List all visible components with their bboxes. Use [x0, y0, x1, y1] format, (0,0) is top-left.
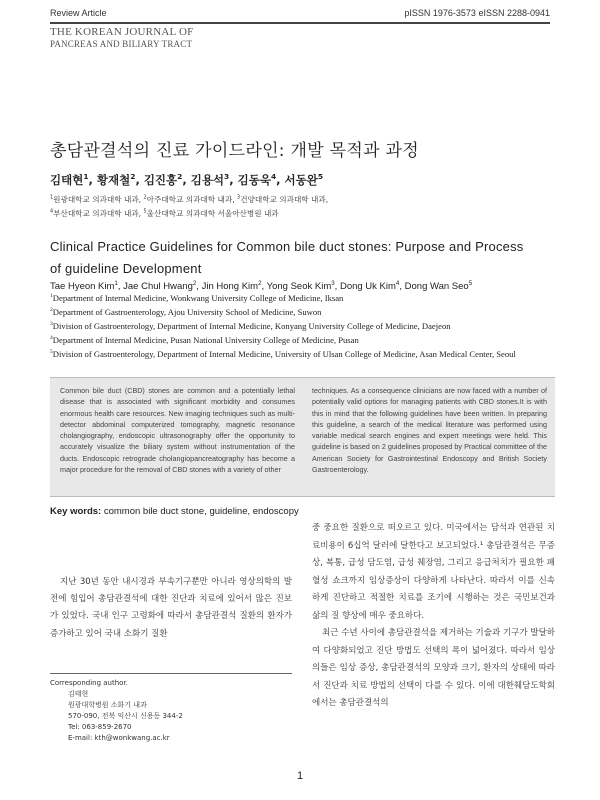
- author-name: 황재철: [96, 173, 131, 187]
- title-english-line-1: Clinical Practice Guidelines for Common bile duct stones: Purpose and Process: [50, 239, 524, 254]
- keywords-label: Key words:: [50, 506, 102, 517]
- affiliation-number: 3: [50, 321, 53, 328]
- author-name: Dong Uk Kim: [339, 281, 396, 292]
- body-text-left: 지난 30년 동안 내시경과 부속기구뿐만 아니라 영상의학의 발전에 힘입어 총담관결석에 대한 진단과 치료에 있어서 많은 진보가 있었다. 국내 인구 고령화에 따라서 총담관결석 질환의 환자가 증가하고 있어 국내 소화기 질환: [50, 577, 292, 639]
- abstract-box: [50, 377, 555, 497]
- affiliation-number: 4: [50, 208, 54, 215]
- author-name: 김태현: [50, 173, 84, 187]
- abstract-left-column: Common bile duct (CBD) stones are common and a potentially lethal disease that is associated with significant morbidity and consumes enormous health care resources. New imaging techniques such as multi-detector abdominal computerized tomography, magnetic resonance cholangiography, endoscopic ultrasonography offer the opportunity to accurately visualize the biliary system without instrumentation of the ducts. Endoscopic retrograde cholangiopancreatography has become a major procedure for the removal of CBD stones with a variety of other: [60, 386, 295, 475]
- affiliation-text: Division of Gastroenterology, Department of Internal Medicine, Konyang University College of Medicine, Daejeon: [52, 321, 451, 331]
- author-affiliation-number: 5: [317, 172, 324, 182]
- correspondence-address-2: 570-090, 전북 익산시 신용동 344-2: [68, 712, 183, 720]
- affiliation-text: Department of Gastroenterology, Ajou University School of Medicine, Suwon: [52, 307, 322, 317]
- title-english: [50, 236, 555, 280]
- keywords: [50, 506, 299, 517]
- journal-line-2: PANCREAS AND BILIARY TRACT: [50, 39, 193, 49]
- body-paragraph: 최근 수년 사이에 총담관결석을 제거하는 기술과 기구가 발달하여 다양화되었고 진단 방법도 선택의 폭이 넓어졌다. 따라서 임상의들은 임상 증상, 총담관결석의 모양과 크기, 환자의 상태에 따라서 진단과 치료 방법의 선택이 다를 수 있다. 이에 대한췌담도학회에서는 총담관결석의: [312, 628, 555, 708]
- author-affiliation-number: 2: [258, 279, 262, 287]
- affiliation-number: 1: [50, 293, 53, 300]
- affiliation-english: [50, 349, 516, 359]
- issn: pISSN 1976-3573 eISSN 2288-0941: [404, 8, 550, 18]
- affiliations-korean-line-2: [50, 208, 279, 219]
- correspondence-tel: Tel: 063-859-2670: [68, 723, 132, 731]
- author-name: Yong Seok Kim: [266, 281, 332, 292]
- author-affiliation-number: 2: [130, 172, 136, 182]
- affiliation-text: 울산대학교 의과대학 서울아산병원 내과: [146, 209, 279, 218]
- affiliation-number: 2: [50, 307, 53, 314]
- author-name: 김동욱: [237, 173, 271, 187]
- affiliation-english: [50, 293, 343, 303]
- correspondence-name: 김태현: [68, 690, 89, 698]
- journal-name: [50, 26, 193, 50]
- author-affiliation-number: 5: [468, 279, 473, 287]
- affiliations-korean-line-1: [50, 194, 328, 205]
- affiliation-text: Division of Gastroenterology, Department of Internal Medicine, University of Ulsan College of Medicine, Asan Medical Center, Seoul: [52, 349, 516, 359]
- author-name: Jae Chul Hwang: [123, 281, 193, 292]
- affiliation-number: 5: [50, 349, 53, 356]
- affiliation-text: Department of Internal Medicine, Wonkwang University College of Medicine, Iksan: [52, 293, 344, 303]
- affiliation-english: [50, 321, 451, 331]
- page-header: [50, 6, 550, 20]
- affiliation-text: 아주대학교 의과대학 내과,: [146, 195, 238, 204]
- author-name: 서동완: [284, 173, 318, 187]
- affiliation-number: 2: [143, 194, 147, 201]
- body-paragraph: 중 중요한 질환으로 떠오르고 있다. 미국에서는 담석과 연관된 치료비용이 6십억 달러에 달한다고 보고되었다.¹ 총담관결석은 무증상, 복통, 급성 담도염, 급성 췌장염, 그리고 응급처치가 필요한 패혈성 쇼크까지 임상증상이 다양하게 나타난다. 따라서 이를 신속하게 진단하고 적절한 치료를 조기에 시행하는 것은 국민보건과 삶의 질 향상에 매우 중요하다.: [312, 523, 555, 621]
- affiliation-number: 1: [50, 194, 54, 201]
- author-name: 김진홍: [143, 173, 178, 187]
- author-name: Jin Hong Kim: [201, 281, 259, 292]
- affiliation-text: Department of Internal Medicine, Pusan National University College of Medicine, Pusan: [52, 335, 359, 345]
- author-name: Tae Hyeon Kim: [50, 281, 115, 292]
- authors-english: Tae Hyeon Kim$^1$, Jae Chul Hwang$^2$, Jin Hong Kim$^2$, Yong Seok Kim$^3$, Dong Uk Kim$^4$, Dong Wan Seo$^5$: [50, 279, 473, 292]
- author-affiliation-number: 3: [224, 172, 230, 182]
- author-affiliation-number: 2: [177, 172, 183, 182]
- body-text-right: [312, 520, 555, 713]
- affiliation-text: 건양대학교 의과대학 내과,: [240, 195, 329, 204]
- title-english-line-2: of guideline Development: [50, 261, 202, 276]
- correspondence-block: [50, 678, 183, 744]
- title-korean: 총담관결석의 진료 가이드라인: 개발 목적과 과정: [50, 141, 419, 161]
- correspondence-label: Corresponding author.: [50, 679, 128, 687]
- affiliation-number: 3: [237, 194, 241, 201]
- authors-korean: 김태현$^1$, 황재철$^2$, 김진홍$^2$, 김용석$^3$, 김동욱$^4$, 서동완$^5$: [50, 172, 324, 187]
- affiliation-number: 5: [143, 208, 147, 215]
- author-affiliation-number: 4: [270, 172, 277, 182]
- author-name: 김용석: [190, 173, 225, 187]
- affiliation-text: 원광대학교 의과대학 내과,: [53, 195, 144, 204]
- article-type: Review Article: [50, 8, 107, 18]
- affiliation-english: [50, 335, 359, 345]
- correspondence-address-1: 원광대학병원 소화기 내과: [68, 701, 147, 709]
- correspondence-email: E-mail: kth@wonkwang.ac.kr: [68, 734, 170, 742]
- affiliation-text: 부산대학교 의과대학 내과,: [53, 209, 144, 218]
- author-name: Dong Wan Seo: [404, 281, 469, 292]
- affiliation-number: 4: [50, 335, 53, 342]
- author-affiliation-number: 1: [114, 279, 118, 287]
- journal-line-1: THE KOREAN JOURNAL OF: [50, 26, 194, 38]
- author-affiliation-number: 3: [331, 279, 335, 287]
- correspondence-rule: [50, 673, 292, 674]
- page-number: 1: [296, 770, 304, 782]
- author-affiliation-number: 4: [395, 279, 400, 287]
- author-affiliation-number: 2: [192, 279, 197, 287]
- affiliation-english: [50, 307, 321, 317]
- header-rule: [50, 22, 550, 24]
- author-affiliation-number: 1: [83, 172, 89, 182]
- keywords-text: common bile duct stone, guideline, endoscopy: [101, 506, 299, 517]
- abstract-right-column: techniques. As a consequence clinicians are now faced with a number of potentially valid options for managing patients with CBD stones.It is with this in mind that the following guidelines have been written. In preparing this guideline, a search of the medical literature was performed using variable medical search engines and expert meetings were held. This guideline is based on 2 guidelines proposed by Practical committee of the American Society for Gastrointestinal Endoscopy and British Society Gastroenterology.: [312, 386, 547, 475]
